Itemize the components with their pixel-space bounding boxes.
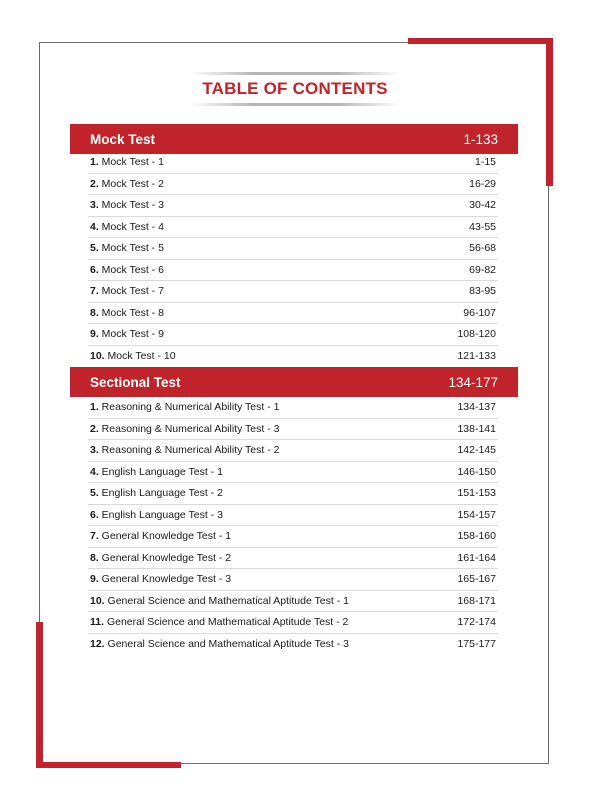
corner-accent-top-right bbox=[408, 38, 553, 44]
toc-entry[interactable] bbox=[88, 634, 498, 656]
toc-entry-number: 7. bbox=[90, 285, 99, 298]
toc-entry-number: 1. bbox=[90, 401, 99, 414]
toc-entry-pages: 158-160 bbox=[457, 530, 496, 543]
toc-list-mock-test bbox=[88, 152, 498, 367]
toc-entry-number: 6. bbox=[90, 263, 99, 276]
toc-entry-label: Mock Test - 6 bbox=[98, 263, 164, 276]
toc-entry-pages: 96-107 bbox=[463, 306, 496, 319]
toc-entry-pages: 165-167 bbox=[457, 573, 496, 586]
toc-entry-title bbox=[90, 423, 280, 435]
toc-entry-pages: 146-150 bbox=[457, 465, 496, 478]
toc-entry-number: 10. bbox=[90, 594, 105, 607]
toc-entry[interactable] bbox=[88, 419, 498, 441]
toc-entry-label: Mock Test - 3 bbox=[98, 199, 164, 212]
toc-entry-label: English Language Test - 2 bbox=[98, 487, 223, 500]
toc-entry[interactable] bbox=[88, 505, 498, 527]
section-page-range: 134-177 bbox=[448, 374, 498, 390]
toc-entry-title bbox=[90, 350, 176, 362]
toc-entry[interactable] bbox=[88, 152, 498, 174]
toc-entry-pages: 138-141 bbox=[457, 422, 496, 435]
toc-entry-pages: 1-15 bbox=[474, 156, 496, 169]
toc-entry-label: Mock Test - 5 bbox=[98, 242, 164, 255]
toc-entry-label: Mock Test - 7 bbox=[98, 285, 164, 298]
toc-entry-pages: 154-157 bbox=[457, 508, 496, 521]
toc-entry-title bbox=[90, 466, 223, 478]
toc-entry-pages: 168-171 bbox=[457, 594, 496, 607]
toc-entry-title bbox=[90, 616, 348, 628]
toc-entry-pages: 161-164 bbox=[457, 551, 496, 564]
toc-entry-label: Mock Test - 10 bbox=[104, 350, 176, 363]
toc-entry-number: 4. bbox=[90, 465, 99, 478]
toc-entry-title bbox=[90, 242, 164, 254]
toc-entry[interactable] bbox=[88, 238, 498, 260]
toc-entry-pages: 151-153 bbox=[457, 487, 496, 500]
section-header-sectional-test[interactable] bbox=[70, 367, 518, 397]
toc-entry-number: 5. bbox=[90, 487, 99, 500]
toc-entry-pages: 43-55 bbox=[469, 220, 496, 233]
toc-entry-title bbox=[90, 530, 231, 542]
toc-entry-title bbox=[90, 221, 164, 233]
toc-entry-number: 4. bbox=[90, 220, 99, 233]
toc-entry-title bbox=[90, 444, 280, 456]
toc-entry-title bbox=[90, 552, 231, 564]
toc-entry[interactable] bbox=[88, 260, 498, 282]
toc-entry[interactable] bbox=[88, 217, 498, 239]
toc-entry-pages: 108-120 bbox=[457, 328, 496, 341]
section-page-range: 1-133 bbox=[463, 131, 498, 147]
toc-entry-title bbox=[90, 264, 164, 276]
toc-entry-number: 1. bbox=[90, 156, 99, 169]
page-title: TABLE OF CONTENTS bbox=[202, 79, 388, 98]
toc-entry-number: 7. bbox=[90, 530, 99, 543]
toc-entry-title bbox=[90, 509, 223, 521]
toc-entry-label: English Language Test - 1 bbox=[98, 465, 223, 478]
toc-entry[interactable] bbox=[88, 548, 498, 570]
toc-entry-label: Mock Test - 4 bbox=[98, 220, 164, 233]
toc-entry-label: Mock Test - 9 bbox=[98, 328, 164, 341]
toc-entry-title bbox=[90, 178, 164, 190]
toc-entry-label: Reasoning & Numerical Ability Test - 1 bbox=[98, 401, 280, 414]
toc-entry[interactable] bbox=[88, 346, 498, 368]
toc-entry[interactable] bbox=[88, 324, 498, 346]
section-title: Mock Test bbox=[90, 131, 156, 147]
toc-entry-title bbox=[90, 487, 223, 499]
toc-entry-number: 9. bbox=[90, 573, 99, 586]
toc-entry-number: 3. bbox=[90, 199, 99, 212]
toc-entry-number: 8. bbox=[90, 551, 99, 564]
toc-entry-title bbox=[90, 638, 349, 650]
corner-accent-bottom-left bbox=[36, 762, 181, 768]
toc-entry-title bbox=[90, 156, 164, 168]
toc-entry-title bbox=[90, 199, 164, 211]
toc-entry[interactable] bbox=[88, 462, 498, 484]
title-divider-top bbox=[190, 72, 400, 75]
toc-entry-title bbox=[90, 285, 164, 297]
toc-entry[interactable] bbox=[88, 483, 498, 505]
toc-entry-number: 5. bbox=[90, 242, 99, 255]
toc-entry-number: 8. bbox=[90, 306, 99, 319]
toc-entry-pages: 16-29 bbox=[469, 177, 496, 190]
section-header-mock-test[interactable] bbox=[70, 124, 518, 154]
toc-entry-label: Mock Test - 8 bbox=[98, 306, 164, 319]
corner-accent-top-right-vertical bbox=[546, 38, 553, 186]
toc-entry-pages: 172-174 bbox=[457, 616, 496, 629]
corner-accent-bottom-left-vertical bbox=[36, 622, 43, 768]
title-divider-bottom bbox=[190, 103, 400, 106]
toc-entry-pages: 30-42 bbox=[469, 199, 496, 212]
toc-entry-label: Mock Test - 1 bbox=[98, 156, 164, 169]
toc-entry-number: 3. bbox=[90, 444, 99, 457]
toc-entry-number: 2. bbox=[90, 422, 99, 435]
toc-entry[interactable] bbox=[88, 591, 498, 613]
toc-entry-label: Mock Test - 2 bbox=[98, 177, 164, 190]
toc-entry-title bbox=[90, 595, 349, 607]
toc-entry-pages: 69-82 bbox=[469, 263, 496, 276]
toc-entry-label: English Language Test - 3 bbox=[98, 508, 223, 521]
toc-entry-number: 6. bbox=[90, 508, 99, 521]
toc-entry-number: 11. bbox=[90, 616, 105, 629]
toc-entry-label: General Science and Mathematical Aptitude Test - 3 bbox=[104, 638, 349, 651]
toc-entry-title bbox=[90, 401, 280, 413]
page-title-block bbox=[190, 72, 400, 106]
toc-entry-pages: 83-95 bbox=[469, 285, 496, 298]
toc-entry[interactable] bbox=[88, 303, 498, 325]
section-title: Sectional Test bbox=[90, 374, 181, 390]
toc-entry-label: General Science and Mathematical Aptitude Test - 1 bbox=[104, 594, 349, 607]
toc-entry-pages: 142-145 bbox=[457, 444, 496, 457]
toc-entry[interactable] bbox=[88, 195, 498, 217]
toc-entry[interactable] bbox=[88, 526, 498, 548]
toc-list-sectional-test bbox=[88, 397, 498, 655]
toc-entry-number: 10. bbox=[90, 350, 105, 363]
toc-entry-title bbox=[90, 573, 231, 585]
toc-entry-label: Reasoning & Numerical Ability Test - 2 bbox=[98, 444, 280, 457]
toc-entry-pages: 175-177 bbox=[457, 638, 496, 651]
toc-entry[interactable] bbox=[88, 612, 498, 634]
toc-entry-pages: 56-68 bbox=[469, 242, 496, 255]
toc-entry-label: General Knowledge Test - 2 bbox=[98, 551, 232, 564]
toc-entry[interactable] bbox=[88, 174, 498, 196]
toc-entry[interactable] bbox=[88, 440, 498, 462]
toc-entry-label: General Knowledge Test - 3 bbox=[98, 573, 232, 586]
toc-entry-label: Reasoning & Numerical Ability Test - 3 bbox=[98, 422, 280, 435]
toc-entry[interactable] bbox=[88, 281, 498, 303]
toc-entry-title bbox=[90, 307, 164, 319]
toc-entry-number: 9. bbox=[90, 328, 99, 341]
toc-entry-pages: 134-137 bbox=[457, 401, 496, 414]
toc-entry-label: General Knowledge Test - 1 bbox=[98, 530, 232, 543]
toc-entry-title bbox=[90, 328, 164, 340]
toc-entry-pages: 121-133 bbox=[457, 350, 496, 363]
toc-entry-number: 2. bbox=[90, 177, 99, 190]
toc-entry[interactable] bbox=[88, 397, 498, 419]
toc-entry-number: 12. bbox=[90, 638, 105, 651]
toc-entry[interactable] bbox=[88, 569, 498, 591]
toc-entry-label: General Science and Mathematical Aptitude Test - 2 bbox=[104, 616, 349, 629]
